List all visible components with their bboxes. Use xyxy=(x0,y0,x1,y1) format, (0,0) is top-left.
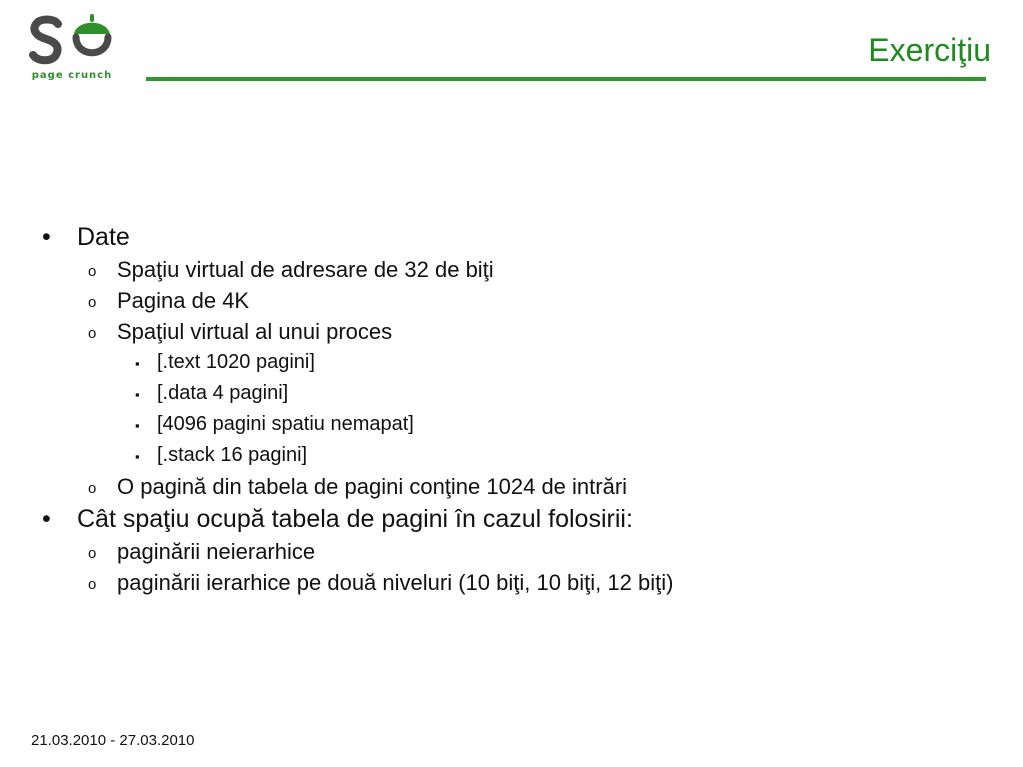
circle-marker: o xyxy=(88,294,97,311)
sub-bullet-item xyxy=(40,285,1000,316)
sub-bullet-text: O pagină din tabela de pagini conţine 1024 de intrări xyxy=(117,474,628,499)
circle-marker: o xyxy=(88,576,97,593)
slide-title: Exerciţiu xyxy=(868,32,991,68)
page-crunch-logo xyxy=(28,10,124,88)
sub-bullet-text: Spaţiu virtual de adresare de 32 de biţi xyxy=(117,257,494,282)
footer-date: 21.03.2010 - 27.03.2010 xyxy=(31,732,195,749)
sub-sub-bullet-item xyxy=(40,409,1000,440)
square-marker: ▪ xyxy=(135,387,140,402)
sub-bullet-text: Pagina de 4K xyxy=(117,288,250,313)
slide-content xyxy=(40,220,1000,598)
circle-marker: o xyxy=(88,263,97,280)
bullet-text: Cât spaţiu ocupă tabela de pagini în cazul folosirii: xyxy=(77,505,633,533)
sub-sub-bullet-text: [.data 4 pagini] xyxy=(157,382,289,404)
sub-bullet-item xyxy=(40,316,1000,347)
sub-bullet-text: Spaţiul virtual al unui proces xyxy=(117,319,393,344)
sub-bullet-item xyxy=(40,536,1000,567)
bullet-item xyxy=(40,220,1000,254)
square-marker: ▪ xyxy=(135,449,140,464)
sub-sub-bullet-text: [4096 pagini spatiu nemapat] xyxy=(157,413,414,435)
square-marker: ▪ xyxy=(135,418,140,433)
circle-marker: o xyxy=(88,545,97,562)
circle-marker: o xyxy=(88,325,97,342)
bullet-item xyxy=(40,502,1000,536)
sub-sub-bullet-item xyxy=(40,378,1000,409)
square-marker: ▪ xyxy=(135,356,140,371)
sub-sub-bullet-text: [.stack 16 pagini] xyxy=(157,444,308,466)
logo-caption: page crunch xyxy=(31,70,113,81)
sub-sub-bullet-item xyxy=(40,347,1000,378)
sub-bullet-item xyxy=(40,567,1000,598)
sub-bullet-text: paginării neierarhice xyxy=(117,539,316,564)
sub-sub-bullet-item xyxy=(40,440,1000,471)
sub-sub-bullet-text: [.text 1020 pagini] xyxy=(157,351,315,373)
acorn-logo-icon xyxy=(28,10,124,72)
sub-bullet-item xyxy=(40,471,1000,502)
bullet-text: Date xyxy=(77,223,130,251)
bullet-marker: • xyxy=(42,223,51,251)
circle-marker: o xyxy=(88,480,97,497)
title-divider xyxy=(146,77,986,81)
sub-bullet-item xyxy=(40,254,1000,285)
bullet-marker: • xyxy=(42,505,51,533)
sub-bullet-text: paginării ierarhice pe două niveluri (10 biţi, 10 biţi, 12 biţi) xyxy=(117,570,674,595)
